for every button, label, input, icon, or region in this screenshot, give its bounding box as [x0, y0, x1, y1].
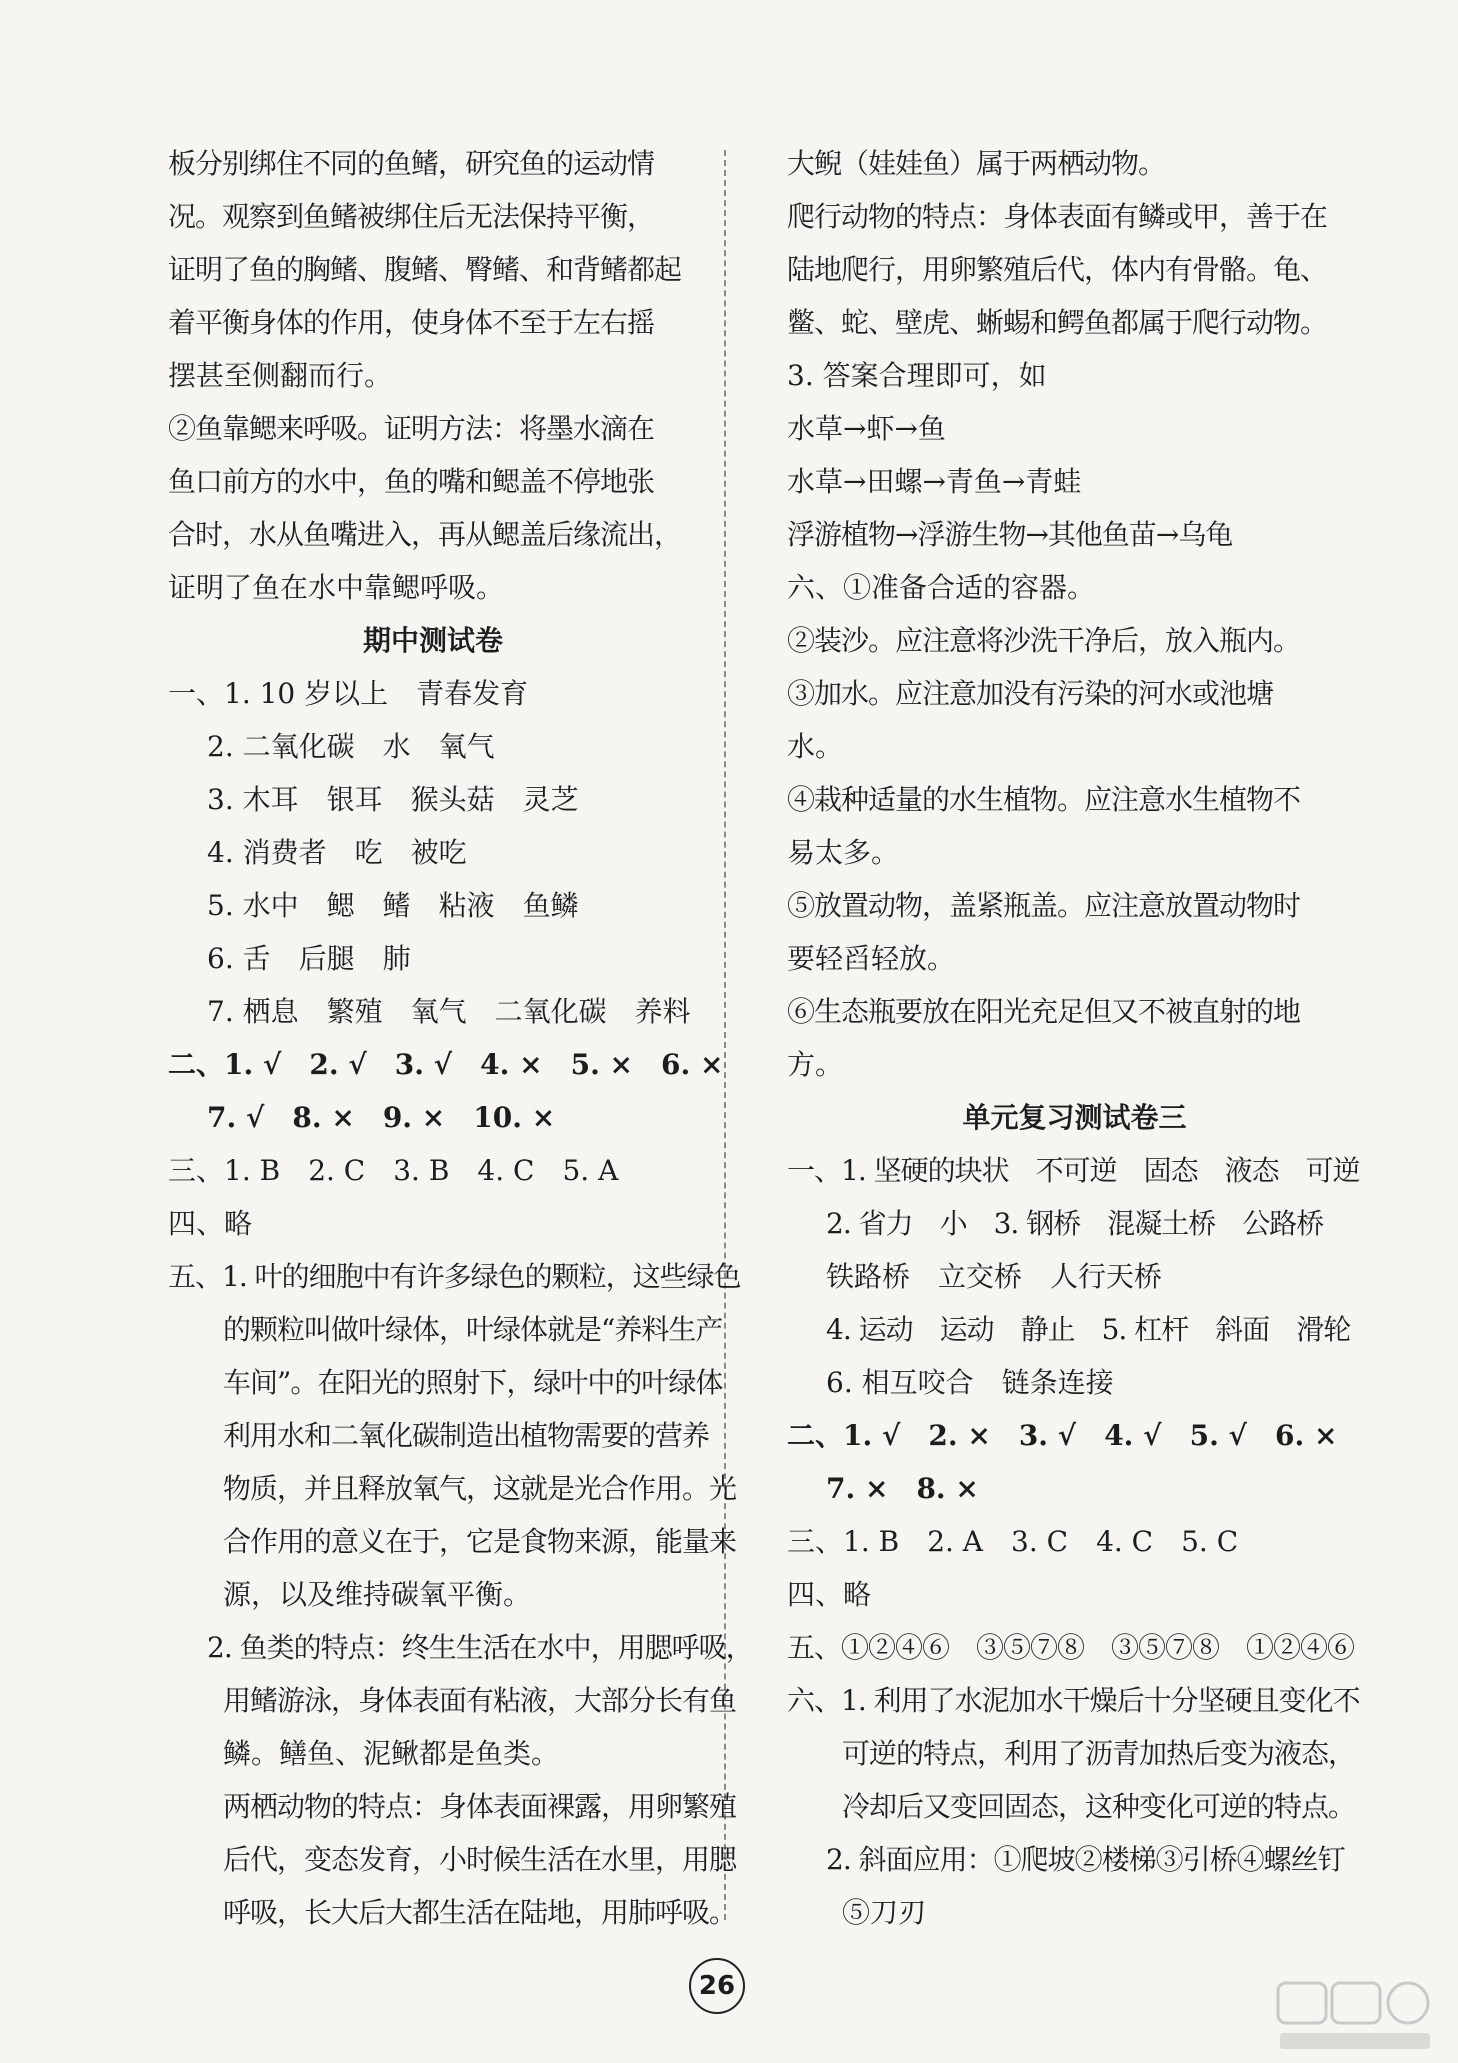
- text-line: 呼吸，长大后大都生活在陆地，用肺呼吸。: [223, 1896, 737, 1929]
- text-line: 车间”。在阳光的照射下，绿叶中的叶绿体: [223, 1366, 723, 1399]
- text-line: ②装沙。应注意将沙洗干净后，放入瓶内。: [787, 624, 1301, 657]
- answer-line: 7. × 8. ×: [826, 1472, 979, 1505]
- page-number: 26: [689, 1958, 745, 2014]
- text-line: 合作用的意义在于，它是食物来源，能量来: [223, 1525, 737, 1558]
- text-line: 鳞。鳝鱼、泥鳅都是鱼类。: [223, 1737, 560, 1770]
- answer-line: 2. 省力 小 3. 钢桥 混凝土桥 公路桥: [826, 1207, 1324, 1240]
- answer-line: 4. 消费者 吃 被吃: [207, 836, 467, 869]
- answer-line: 五、1. 叶的细胞中有许多绿色的颗粒，这些绿色: [168, 1260, 741, 1293]
- text-line: 用鳍游泳，身体表面有粘液，大部分长有鱼: [223, 1684, 737, 1717]
- food-chain-line: 浮游植物→浮游生物→其他鱼苗→乌龟: [787, 518, 1233, 551]
- text-line: 陆地爬行，用卵繁殖后代，体内有骨骼。龟、: [787, 253, 1328, 286]
- answer-line: 三、1. B 2. A 3. C 4. C 5. C: [787, 1525, 1239, 1558]
- text-line: 方。: [787, 1048, 844, 1081]
- answer-line: 5. 水中 鳃 鳍 粘液 鱼鳞: [207, 889, 579, 922]
- right-column: [787, 137, 1362, 1939]
- text-line: ⑤放置动物，盖紧瓶盖。应注意放置动物时: [787, 889, 1301, 922]
- text-line: 水。: [787, 730, 844, 763]
- text-line: 冷却后又变回固态，这种变化可逆的特点。: [842, 1790, 1356, 1823]
- watermark-logo: [1270, 1975, 1438, 2055]
- answer-line: 2. 二氧化碳 水 氧气: [207, 730, 495, 763]
- answer-line: 二、1. √ 2. √ 3. √ 4. × 5. × 6. ×: [168, 1048, 724, 1081]
- text-line: 鳖、蛇、壁虎、蜥蜴和鳄鱼都属于爬行动物。: [787, 306, 1328, 339]
- text-line: 证明了鱼在水中靠鳃呼吸。: [168, 571, 505, 604]
- text-line: ③加水。应注意加没有污染的河水或池塘: [787, 677, 1274, 710]
- answer-line: 二、1. √ 2. × 3. √ 4. √ 5. √ 6. ×: [787, 1419, 1338, 1452]
- answer-line: 2. 斜面应用：①爬坡②楼梯③引桥④螺丝钉: [826, 1843, 1345, 1876]
- answer-line: 6. 舌 后腿 肺: [207, 942, 411, 975]
- text-line: 物质，并且释放氧气，这就是光合作用。光: [223, 1472, 737, 1505]
- answer-line: 四、略: [168, 1207, 253, 1240]
- text-line: 可逆的特点，利用了沥青加热后变为液态，: [842, 1737, 1356, 1770]
- text-line: 两栖动物的特点：身体表面裸露，用卵繁殖: [223, 1790, 737, 1823]
- text-line: 易太多。: [787, 836, 900, 869]
- text-line: 源，以及维持碳氧平衡。: [223, 1578, 532, 1611]
- text-line: 摆甚至侧翻而行。: [168, 359, 393, 392]
- answer-line: 三、1. B 2. C 3. B 4. C 5. A: [168, 1154, 619, 1187]
- answer-line: 4. 运动 运动 静止 5. 杠杆 斜面 滑轮: [826, 1313, 1351, 1346]
- answer-line: 7. √ 8. × 9. × 10. ×: [207, 1101, 556, 1134]
- text-line: ⑥生态瓶要放在阳光充足但又不被直射的地: [787, 995, 1301, 1028]
- left-column: [168, 137, 753, 1939]
- text-line: 板分别绑住不同的鱼鳍，研究鱼的运动情: [168, 147, 655, 180]
- section-heading: 单元复习测试卷三: [962, 1101, 1187, 1134]
- answer-line: 铁路桥 立交桥 人行天桥: [826, 1260, 1163, 1293]
- text-line: 要轻舀轻放。: [787, 942, 956, 975]
- text-line: 况。观察到鱼鳍被绑住后无法保持平衡，: [168, 200, 655, 233]
- answer-line: 六、①准备合适的容器。: [787, 571, 1096, 604]
- text-line: 利用水和二氧化碳制造出植物需要的营养: [223, 1419, 710, 1452]
- text-line: ⑤刀刃: [842, 1896, 927, 1929]
- text-line: 着平衡身体的作用，使身体不至于左右摇: [168, 306, 655, 339]
- text-line: 爬行动物的特点：身体表面有鳞或甲，善于在: [787, 200, 1328, 233]
- text-line: ④栽种适量的水生植物。应注意水生植物不: [787, 783, 1301, 816]
- text-line: 后代，变态发育，小时候生活在水里，用腮: [223, 1843, 737, 1876]
- text-line: 证明了鱼的胸鳍、腹鳍、臀鳍、和背鳍都起: [168, 253, 682, 286]
- answer-line: 六、1. 利用了水泥加水干燥后十分坚硬且变化不: [787, 1684, 1360, 1717]
- answer-line: 2. 鱼类的特点：终生生活在水中，用腮呼吸，: [207, 1631, 753, 1664]
- text-line: 合时，水从鱼嘴进入，再从鳃盖后缘流出，: [168, 518, 682, 551]
- answer-line: 3. 答案合理即可，如: [787, 359, 1047, 392]
- text-line: 的颗粒叫做叶绿体，叶绿体就是“养料生产: [223, 1313, 723, 1346]
- answer-line: 一、1. 10 岁以上 青春发育: [168, 677, 529, 710]
- answer-line: 一、1. 坚硬的块状 不可逆 固态 液态 可逆: [787, 1154, 1360, 1187]
- text-line: ②鱼靠鳃来呼吸。证明方法：将墨水滴在: [168, 412, 655, 445]
- food-chain-line: 水草→虾→鱼: [787, 412, 946, 445]
- food-chain-line: 水草→田螺→青鱼→青蛙: [787, 465, 1082, 498]
- answer-line: 6. 相互咬合 链条连接: [826, 1366, 1114, 1399]
- section-heading: 期中测试卷: [362, 624, 503, 657]
- text-line: 大鲵（娃娃鱼）属于两栖动物。: [787, 147, 1166, 180]
- answer-line: 7. 栖息 繁殖 氧气 二氧化碳 养料: [207, 995, 691, 1028]
- text-line: 鱼口前方的水中，鱼的嘴和鳃盖不停地张: [168, 465, 655, 498]
- answer-line: 3. 木耳 银耳 猴头菇 灵芝: [207, 783, 579, 816]
- answer-line: 四、略: [787, 1578, 872, 1611]
- answer-line: 五、①②④⑥ ③⑤⑦⑧ ③⑤⑦⑧ ①②④⑥: [787, 1631, 1355, 1664]
